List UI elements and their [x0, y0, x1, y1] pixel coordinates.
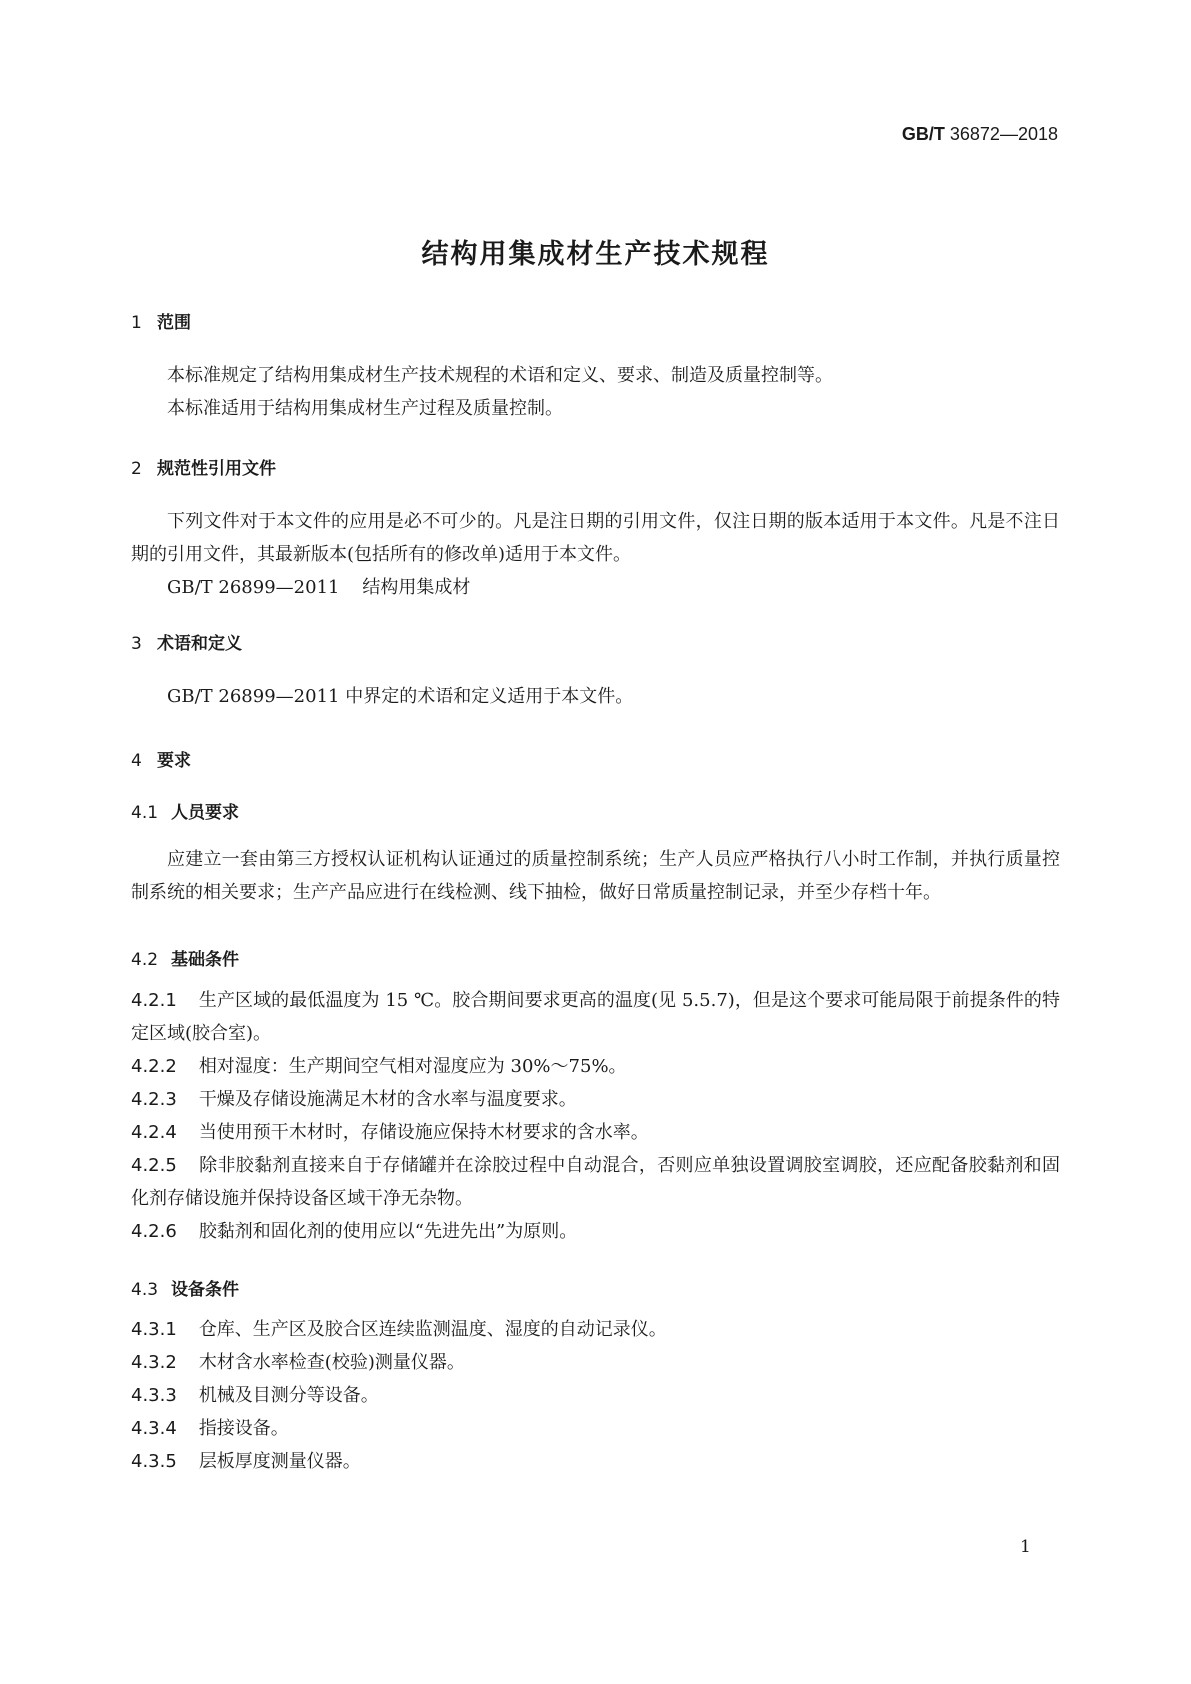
- page-number: 1: [1020, 1537, 1031, 1557]
- clause-text: 当使用预干木材时，存储设施应保持木材要求的含水率。: [198, 1122, 649, 1143]
- section-3-paragraph-1: GB/T 26899—2011 中界定的术语和定义适用于本文件。: [167, 686, 634, 707]
- section-title: 人员要求: [171, 803, 239, 823]
- reference-code: GB/T 26899—2011: [167, 577, 340, 598]
- clause-text: 除非胶黏剂直接来自于存储罐并在涂胶过程中自动混合，否则应单独设置调胶室调胶，还应配备胶黏剂和固化剂存储设施并保持设备区域干净无杂物。: [131, 1155, 1060, 1209]
- clause-number: 4.3.4: [131, 1418, 177, 1439]
- document-title: 结构用集成材生产技术规程: [421, 239, 770, 270]
- clause-4-3-3: [131, 1379, 1060, 1412]
- clause-number: 4.2.3: [131, 1089, 177, 1110]
- clause-number: 4.2.2: [131, 1056, 177, 1077]
- clause-text: 相对湿度：生产期间空气相对湿度应为 30%～75%。: [198, 1056, 627, 1077]
- section-1-paragraph-1: 本标准规定了结构用集成材生产技术规程的术语和定义、要求、制造及质量控制等。: [167, 365, 833, 386]
- clause-number: 4.3.2: [131, 1352, 177, 1373]
- clause-text: 层板厚度测量仪器。: [198, 1451, 361, 1472]
- clause-4-2-6: [131, 1215, 1060, 1248]
- clause-4-2-5: [131, 1149, 1060, 1215]
- clause-number: 4.2.1: [131, 990, 177, 1011]
- section-title: 规范性引用文件: [157, 459, 276, 479]
- clause-text: 仓库、生产区及胶合区连续监测温度、湿度的自动记录仪。: [198, 1319, 667, 1340]
- clause-4-3-4: [131, 1412, 1060, 1445]
- clause-number: 4.2.5: [131, 1155, 177, 1176]
- section-number: 4.3: [131, 1280, 159, 1300]
- standard-prefix: GB/T: [901, 124, 945, 144]
- section-number: 1: [131, 313, 142, 333]
- section-4-heading: [131, 746, 191, 771]
- section-1-heading: [131, 308, 191, 333]
- section-4-1-paragraph: 应建立一套由第三方授权认证机构认证通过的质量控制系统；生产人员应严格执行八小时工作制，并执行质量控制系统的相关要求；生产产品应进行在线检测、线下抽检，做好日常质量控制记录，并至少存档十年。: [131, 849, 1060, 903]
- section-number: 4.2: [131, 950, 159, 970]
- clause-text: 木材含水率检查(校验)测量仪器。: [198, 1352, 465, 1373]
- reference-title: 结构用集成材: [362, 577, 471, 598]
- section-title: 设备条件: [171, 1280, 239, 1300]
- clause-4-3-1: [131, 1313, 1060, 1346]
- clause-4-3-2: [131, 1346, 1060, 1379]
- clause-number: 4.3.5: [131, 1451, 177, 1472]
- section-1-paragraph-2: 本标准适用于结构用集成材生产过程及质量控制。: [167, 398, 563, 419]
- section-number: 2: [131, 459, 142, 479]
- clause-4-2-4: [131, 1116, 1060, 1149]
- section-2-heading: [131, 454, 276, 479]
- standard-number-header: [0, 124, 1058, 145]
- clause-number: 4.3.3: [131, 1385, 177, 1406]
- standard-number: 36872—2018: [949, 124, 1058, 144]
- section-number: 3: [131, 634, 142, 654]
- section-4-1-heading: [131, 798, 239, 823]
- clause-number: 4.3.1: [131, 1319, 177, 1340]
- clause-number: 4.2.4: [131, 1122, 177, 1143]
- section-3-heading: [131, 629, 242, 654]
- clause-4-2-3: [131, 1083, 1060, 1116]
- section-number: 4.1: [131, 803, 159, 823]
- section-4-2-heading: [131, 945, 239, 970]
- section-title: 基础条件: [171, 950, 239, 970]
- clause-text: 干燥及存储设施满足木材的含水率与温度要求。: [198, 1089, 577, 1110]
- section-4-3-heading: [131, 1275, 239, 1300]
- clause-4-2-1: [131, 984, 1060, 1050]
- clause-text: 指接设备。: [198, 1418, 289, 1439]
- clause-text: 胶黏剂和固化剂的使用应以“先进先出”为原则。: [198, 1221, 578, 1242]
- clause-text: 机械及目测分等设备。: [198, 1385, 379, 1406]
- clause-number: 4.2.6: [131, 1221, 177, 1242]
- clause-text: 生产区域的最低温度为 15 ℃。胶合期间要求更高的温度(见 5.5.7)，但是这个要求可能局限于前提条件的特定区域(胶合室)。: [131, 990, 1060, 1044]
- section-title: 范围: [157, 313, 191, 333]
- section-number: 4: [131, 751, 142, 771]
- clause-4-3-5: [131, 1445, 1060, 1478]
- section-title: 要求: [157, 751, 191, 771]
- clause-4-2-2: [131, 1050, 1060, 1083]
- section-2-paragraph-1: 下列文件对于本文件的应用是必不可少的。凡是注日期的引用文件，仅注日期的版本适用于本文件。凡是不注日期的引用文件，其最新版本(包括所有的修改单)适用于本文件。: [131, 511, 1060, 565]
- normative-reference-entry: [131, 571, 1060, 604]
- section-title: 术语和定义: [157, 634, 242, 654]
